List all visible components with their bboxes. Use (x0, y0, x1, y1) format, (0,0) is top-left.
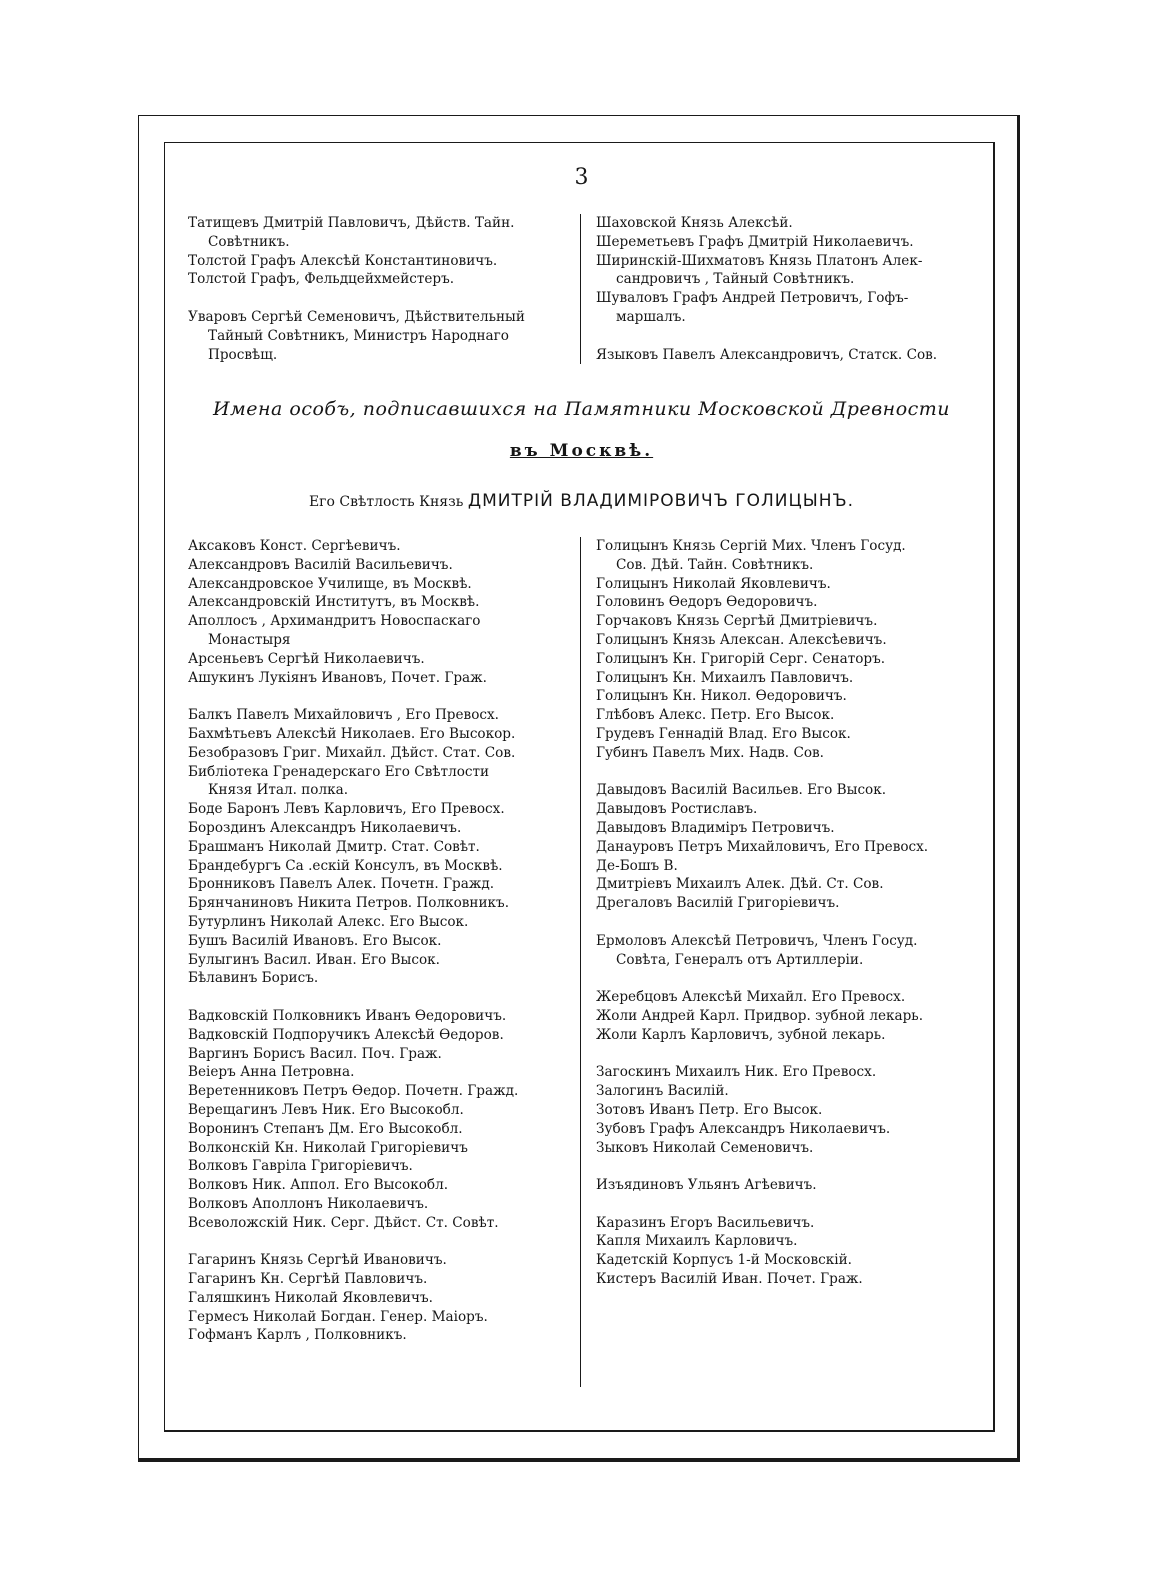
list-item: Ширинскій-Шихматовъ Князь Платонъ Алек- (596, 252, 923, 269)
top-right-column (596, 214, 937, 364)
list-item: Вадковскій Подпоручикъ Алексѣй Ѳедоров. (188, 1026, 504, 1043)
list-item: Веретенниковъ Петръ Ѳедор. Почетн. Гражд. (188, 1083, 519, 1100)
list-item: Варгинъ Борисъ Васил. Поч. Граж. (188, 1045, 442, 1062)
list-item: Аполлосъ , Архимандритъ Новоспаскаго (188, 613, 481, 630)
list-item: Де-Бошъ В. (596, 857, 678, 874)
list-item: Князя Итал. полка. (208, 782, 349, 799)
list-item: Бѣлавинъ Борисъ. (188, 970, 319, 987)
list-item: Совѣта, Генералъ отъ Артиллеріи. (616, 951, 864, 968)
list-item: Головинъ Ѳедоръ Ѳедоровичъ. (596, 594, 818, 611)
section-heading: Имена особъ, подписавшихся на Памятники Московской Древности (212, 398, 951, 420)
list-item: Давыдовъ Владиміръ Петровичъ. (596, 819, 835, 836)
main-right-column (596, 537, 928, 1289)
list-item: Губинъ Павелъ Мих. Надв. Сов. (596, 744, 825, 761)
entry-spacer (596, 327, 937, 346)
list-item: Александровское Училище, въ Москвѣ. (188, 575, 472, 592)
dedication-line (0, 491, 1163, 511)
list-item: Глѣбовъ Алекс. Петр. Его Высок. (596, 707, 835, 724)
list-item: Безобразовъ Григ. Михайл. Дѣйст. Стат. Сов. (188, 744, 516, 761)
list-item: Гагаринъ Кн. Сергѣй Павловичъ. (188, 1271, 428, 1288)
list-item: Голицынъ Князь Сергій Мих. Членъ Госуд. (596, 538, 906, 554)
list-item: Брянчаниновъ Никита Петров. Полковникъ. (188, 895, 510, 912)
list-item: Ермоловъ Алексѣй Петровичъ, Членъ Госуд. (596, 932, 918, 949)
list-item: Александровъ Василій Васильевичъ. (188, 556, 453, 573)
list-item: Татищевъ Дмитрій Павловичъ, Дѣйств. Тайн. (188, 215, 515, 231)
main-left-column (188, 537, 518, 1345)
list-item: Александровскій Институтъ, въ Москвѣ. (188, 594, 480, 611)
entry-spacer (596, 1157, 928, 1176)
list-item: Библіотека Гренадерскаго Его Свѣтлости (188, 763, 490, 780)
list-item: Шуваловъ Графъ Андрей Петровичъ, Гофъ- (596, 290, 909, 307)
list-item: Гермесъ Николай Богдан. Генер. Маіоръ. (188, 1308, 488, 1325)
list-item: Веіеръ Анна Петровна. (188, 1064, 355, 1081)
list-item: Кадетскій Корпусъ 1-й Московскій. (596, 1252, 852, 1269)
list-item: Жоли Карлъ Карловичъ, зубной лекарь. (596, 1026, 886, 1043)
list-item: Шереметьевъ Графъ Дмитрій Николаевичъ. (596, 233, 914, 250)
list-item: Горчаковъ Князь Сергѣй Дмитріевичъ. (596, 613, 878, 630)
list-item: Тайный Совѣтникъ, Министръ Народнаго (208, 327, 509, 344)
list-item: Вадковскій Полковникъ Иванъ Ѳедоровичъ. (188, 1007, 507, 1024)
list-item: Голицынъ Кн. Григорій Серг. Сенаторъ. (596, 650, 886, 667)
list-item: Волковъ Гавріла Григоріевичъ. (188, 1158, 413, 1175)
list-item: Каразинъ Егоръ Васильевичъ. (596, 1214, 815, 1231)
top-left-column (188, 214, 525, 364)
list-item: Бушъ Василій Ивановъ. Его Высок. (188, 932, 442, 949)
list-item: Воронинъ Степанъ Дм. Его Высокобл. (188, 1120, 463, 1137)
list-item: Загоскинъ Михаилъ Ник. Его Превосх. (596, 1064, 877, 1081)
dedication-prefix: Его Свѣтлость Князь (308, 494, 464, 510)
list-item: Дрегаловъ Василій Григоріевичъ. (596, 895, 840, 912)
page-number: 3 (574, 165, 589, 190)
list-item: Зубовъ Графъ Александръ Николаевичъ. (596, 1120, 891, 1137)
list-item: Изъядиновъ Ульянъ Агѣевичъ. (596, 1177, 817, 1194)
list-item: Капля Михаилъ Карловичъ. (596, 1233, 798, 1250)
list-item: Брашманъ Николай Дмитр. Стат. Совѣт. (188, 838, 480, 855)
list-item: Верещагинъ Левъ Ник. Его Высокобл. (188, 1101, 464, 1118)
list-item: сандровичъ , Тайный Совѣтникъ. (616, 271, 855, 288)
list-item: Уваровъ Сергѣй Семеновичъ, Дѣйствительный (188, 308, 525, 325)
list-item: Боде Баронъ Левъ Карловичъ, Его Превосх. (188, 801, 505, 818)
list-item: Галяшкинъ Николай Яковлевичъ. (188, 1289, 433, 1306)
list-item: Волковъ Аполлонъ Николаевичъ. (188, 1195, 429, 1212)
list-item: маршалъ. (616, 308, 686, 325)
list-item: Толстой Графъ, Фельдцейхмейстеръ. (188, 271, 455, 288)
list-item: Голицынъ Николай Яковлевичъ. (596, 575, 831, 592)
list-item: Волковъ Ник. Аппол. Его Высокобл. (188, 1177, 449, 1194)
entry-spacer (596, 913, 928, 932)
list-item: Гагаринъ Князь Сергѣй Ивановичъ. (188, 1252, 447, 1269)
list-item: Бахмѣтьевъ Алексѣй Николаев. Его Высокор. (188, 725, 516, 742)
list-item: Кистеръ Василій Иван. Почет. Граж. (596, 1271, 863, 1288)
entry-spacer (188, 687, 518, 706)
entry-spacer (596, 1195, 928, 1214)
list-item: Давыдовъ Ростиславъ. (596, 801, 758, 818)
list-item: Булыгинъ Васил. Иван. Его Высок. (188, 951, 440, 968)
list-item: Жоли Андрей Карл. Придвор. зубной лекарь. (596, 1007, 924, 1024)
dedication-name: ДМИТРІЙ ВЛАДИМІРОВИЧЪ ГОЛИЦЫНЪ. (467, 491, 855, 511)
list-item: Арсеньевъ Сергѣй Николаевичъ. (188, 650, 425, 667)
list-item: Дмитріевъ Михаилъ Алек. Дѣй. Ст. Сов. (596, 876, 884, 893)
list-item: Давыдовъ Василій Васильев. Его Высок. (596, 782, 887, 799)
list-item: Сов. Дѣй. Тайн. Совѣтникъ. (616, 556, 814, 573)
list-item: Всеволожскій Ник. Серг. Дѣйст. Ст. Совѣт. (188, 1214, 499, 1231)
list-item: Просвѣщ. (208, 346, 278, 363)
list-item: Брандебургъ Са .ескій Консулъ, въ Москвѣ. (188, 857, 503, 874)
main-column-divider (580, 537, 581, 1387)
list-item: Жеребцовъ Алексѣй Михайл. Его Превосх. (596, 989, 906, 1006)
list-item: Голицынъ Кн. Никол. Ѳедоровичъ. (596, 688, 847, 705)
list-item: Ашукинъ Лукіянъ Ивановъ, Почет. Граж. (188, 669, 487, 686)
list-item: Гофманъ Карлъ , Полковникъ. (188, 1327, 407, 1344)
list-item: Толстой Графъ Алексѣй Константиновичъ. (188, 252, 498, 269)
list-item: Бороздинъ Александръ Николаевичъ. (188, 819, 462, 836)
list-item: Бронниковъ Павелъ Алек. Почетн. Гражд. (188, 876, 495, 893)
entry-spacer (596, 763, 928, 782)
list-item: Данауровъ Петръ Михайловичъ, Его Превосх. (596, 838, 929, 855)
list-item: Языковъ Павелъ Александровичъ, Статск. Сов. (596, 346, 938, 363)
entry-spacer (596, 969, 928, 988)
list-item: Шаховской Князь Алексѣй. (596, 215, 793, 231)
section-subheading: въ Москвѣ. (509, 441, 654, 461)
list-item: Монастыря (208, 631, 291, 648)
list-item: Бутурлинъ Николай Алекс. Его Высок. (188, 913, 469, 930)
top-column-divider (580, 214, 581, 364)
list-item: Грудевъ Геннадій Влад. Его Высок. (596, 725, 851, 742)
list-item: Залогинъ Василій. (596, 1083, 729, 1100)
list-item: Голицынъ Князь Алексан. Алексѣевичъ. (596, 631, 887, 648)
entry-spacer (188, 1232, 518, 1251)
entry-spacer (188, 289, 525, 308)
list-item: Зотовъ Иванъ Петр. Его Высок. (596, 1101, 823, 1118)
entry-spacer (188, 988, 518, 1007)
entry-spacer (596, 1045, 928, 1064)
list-item: Волконскій Кн. Николай Григоріевичъ (188, 1139, 468, 1156)
list-item: Голицынъ Кн. Михаилъ Павловичъ. (596, 669, 854, 686)
list-item: Аксаковъ Конст. Сергѣевичъ. (188, 538, 401, 554)
list-item: Совѣтникъ. (208, 233, 290, 250)
list-item: Балкъ Павелъ Михайловичъ , Его Превосх. (188, 707, 499, 724)
list-item: Зыковъ Николай Семеновичъ. (596, 1139, 814, 1156)
